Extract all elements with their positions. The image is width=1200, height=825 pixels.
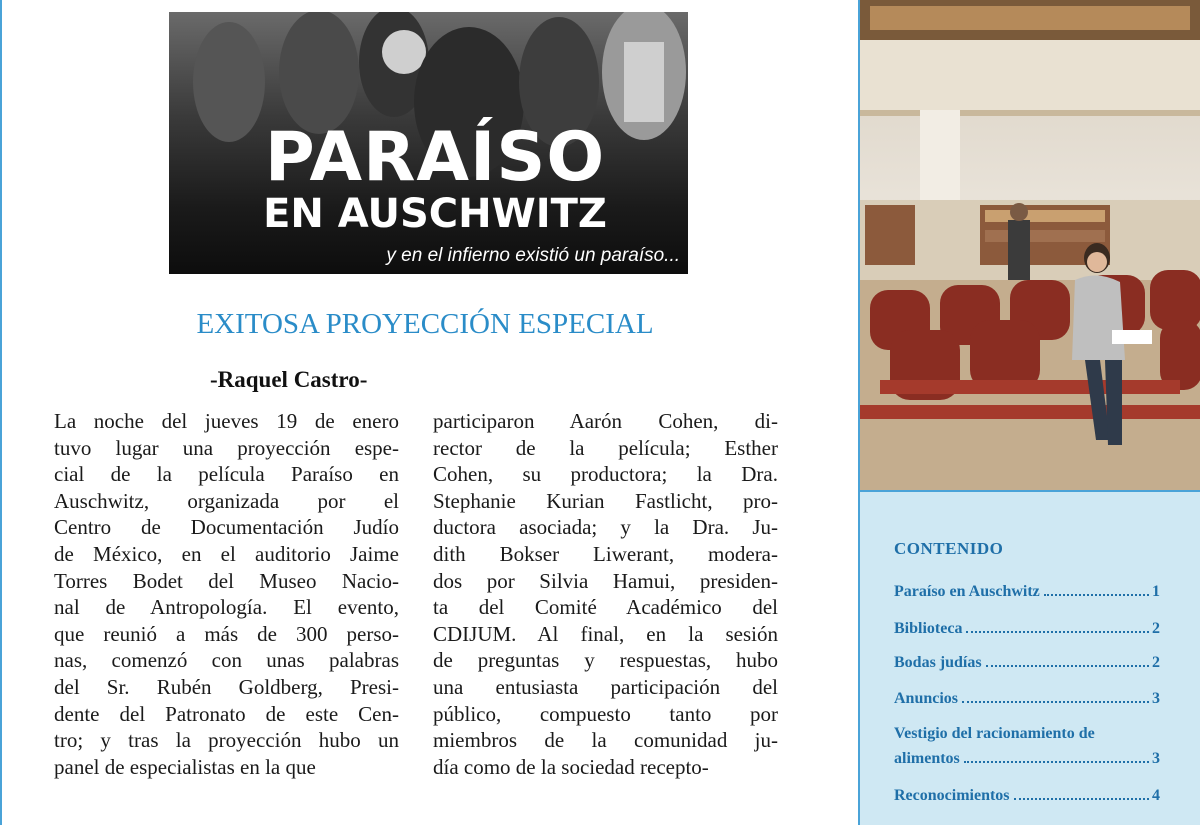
text-line: una entusiasta participación del xyxy=(433,674,778,699)
text-line: dith Bokser Liwerant, modera- xyxy=(433,541,778,566)
text-line: Torres Bodet del Museo Nacio- xyxy=(54,568,399,593)
toc-item-bodas[interactable] xyxy=(894,650,1160,675)
toc-item-label-line1: Vestigio del racionamiento de xyxy=(894,725,1095,742)
toc-item-reconocimientos[interactable] xyxy=(894,783,1160,808)
toc-item-biblioteca[interactable] xyxy=(894,616,1160,641)
text-line: que reunió a más de 300 perso- xyxy=(54,621,399,646)
text-line: de preguntas y respuestas, hubo xyxy=(433,648,778,673)
text-line: ta del Comité Académico del xyxy=(433,595,778,620)
library-illustration xyxy=(860,0,1200,492)
toc-item-label: alimentos xyxy=(894,750,960,767)
toc-title: CONTENIDO xyxy=(894,539,1004,558)
text-line: nas, comenzó con unas palabras xyxy=(54,648,399,673)
text-line: de México, en el auditorio Jaime xyxy=(54,541,399,566)
text-line: día como de la sociedad recepto- xyxy=(433,754,709,779)
text-line: participaron Aarón Cohen, di- xyxy=(433,409,778,433)
toc-item-vestigio[interactable] xyxy=(894,721,1160,771)
banner-title: PARAÍSO xyxy=(264,118,606,197)
toc-dot-leader xyxy=(1044,594,1149,596)
toc-item-anuncios[interactable] xyxy=(894,686,1160,711)
toc-item-page: 4 xyxy=(1152,787,1160,804)
toc-dot-leader xyxy=(964,761,1149,763)
text-line: público, compuesto tanto por xyxy=(433,701,778,726)
article-column-1 xyxy=(54,408,399,780)
article-byline: -Raquel Castro- xyxy=(210,367,368,392)
text-line: dos por Silvia Hamui, presiden- xyxy=(433,568,778,593)
text-line: cial de la película Paraíso en xyxy=(54,462,399,487)
movie-banner xyxy=(169,12,688,274)
text-line: CDIJUM. Al final, en la sesión xyxy=(433,621,778,646)
text-line: ductora asociada; y la Dra. Ju- xyxy=(433,515,778,540)
toc-item-page: 3 xyxy=(1152,750,1160,767)
text-line: Centro de Documentación Judío xyxy=(54,515,399,540)
text-line: dente del Patronato de este Cen- xyxy=(54,701,399,726)
text-line: rector de la película; Esther xyxy=(433,435,778,460)
text-line: Stephanie Kurian Fastlicht, pro- xyxy=(433,488,778,513)
text-line: La noche del jueves 19 de enero xyxy=(54,409,399,433)
text-line: del Sr. Rubén Goldberg, Presi- xyxy=(54,674,399,699)
toc-dot-leader xyxy=(986,665,1149,667)
text-line: tuvo lugar una proyección espe- xyxy=(54,435,399,460)
toc-item-label: Bodas judías xyxy=(894,654,982,671)
toc-dot-leader xyxy=(1014,798,1149,800)
toc-dot-leader xyxy=(962,701,1149,703)
article-column-2 xyxy=(433,408,778,780)
toc-item-paraiso[interactable] xyxy=(894,579,1160,604)
toc-item-page: 2 xyxy=(1152,654,1160,671)
toc-item-label: Reconocimientos xyxy=(894,787,1010,804)
text-line: miembros de la comunidad ju- xyxy=(433,728,778,753)
text-line: Auschwitz, organizada por el xyxy=(54,488,399,513)
text-line: nal de Antropología. El evento, xyxy=(54,595,399,620)
page-left-border xyxy=(0,0,8,825)
toc-item-label: Biblioteca xyxy=(894,620,963,637)
article-headline: EXITOSA PROYECCIÓN ESPECIAL xyxy=(196,308,654,340)
toc-item-page: 2 xyxy=(1152,620,1160,637)
banner-subtitle: EN AUSCHWITZ xyxy=(263,191,607,237)
toc-item-label: Paraíso en Auschwitz xyxy=(894,583,1040,600)
text-line: tro; y tras la proyección hubo un xyxy=(54,728,399,753)
toc-item-page: 1 xyxy=(1152,583,1160,600)
text-line: Cohen, su productora; la Dra. xyxy=(433,462,778,487)
toc-item-page: 3 xyxy=(1152,690,1160,707)
toc-dot-leader xyxy=(966,631,1149,633)
sidebar xyxy=(858,0,1200,825)
toc-item-label: Anuncios xyxy=(894,690,959,707)
banner-tagline: y en el infierno existió un paraíso... xyxy=(386,245,680,266)
library-photo xyxy=(860,0,1200,492)
text-line: panel de especialistas en la que xyxy=(54,754,316,779)
